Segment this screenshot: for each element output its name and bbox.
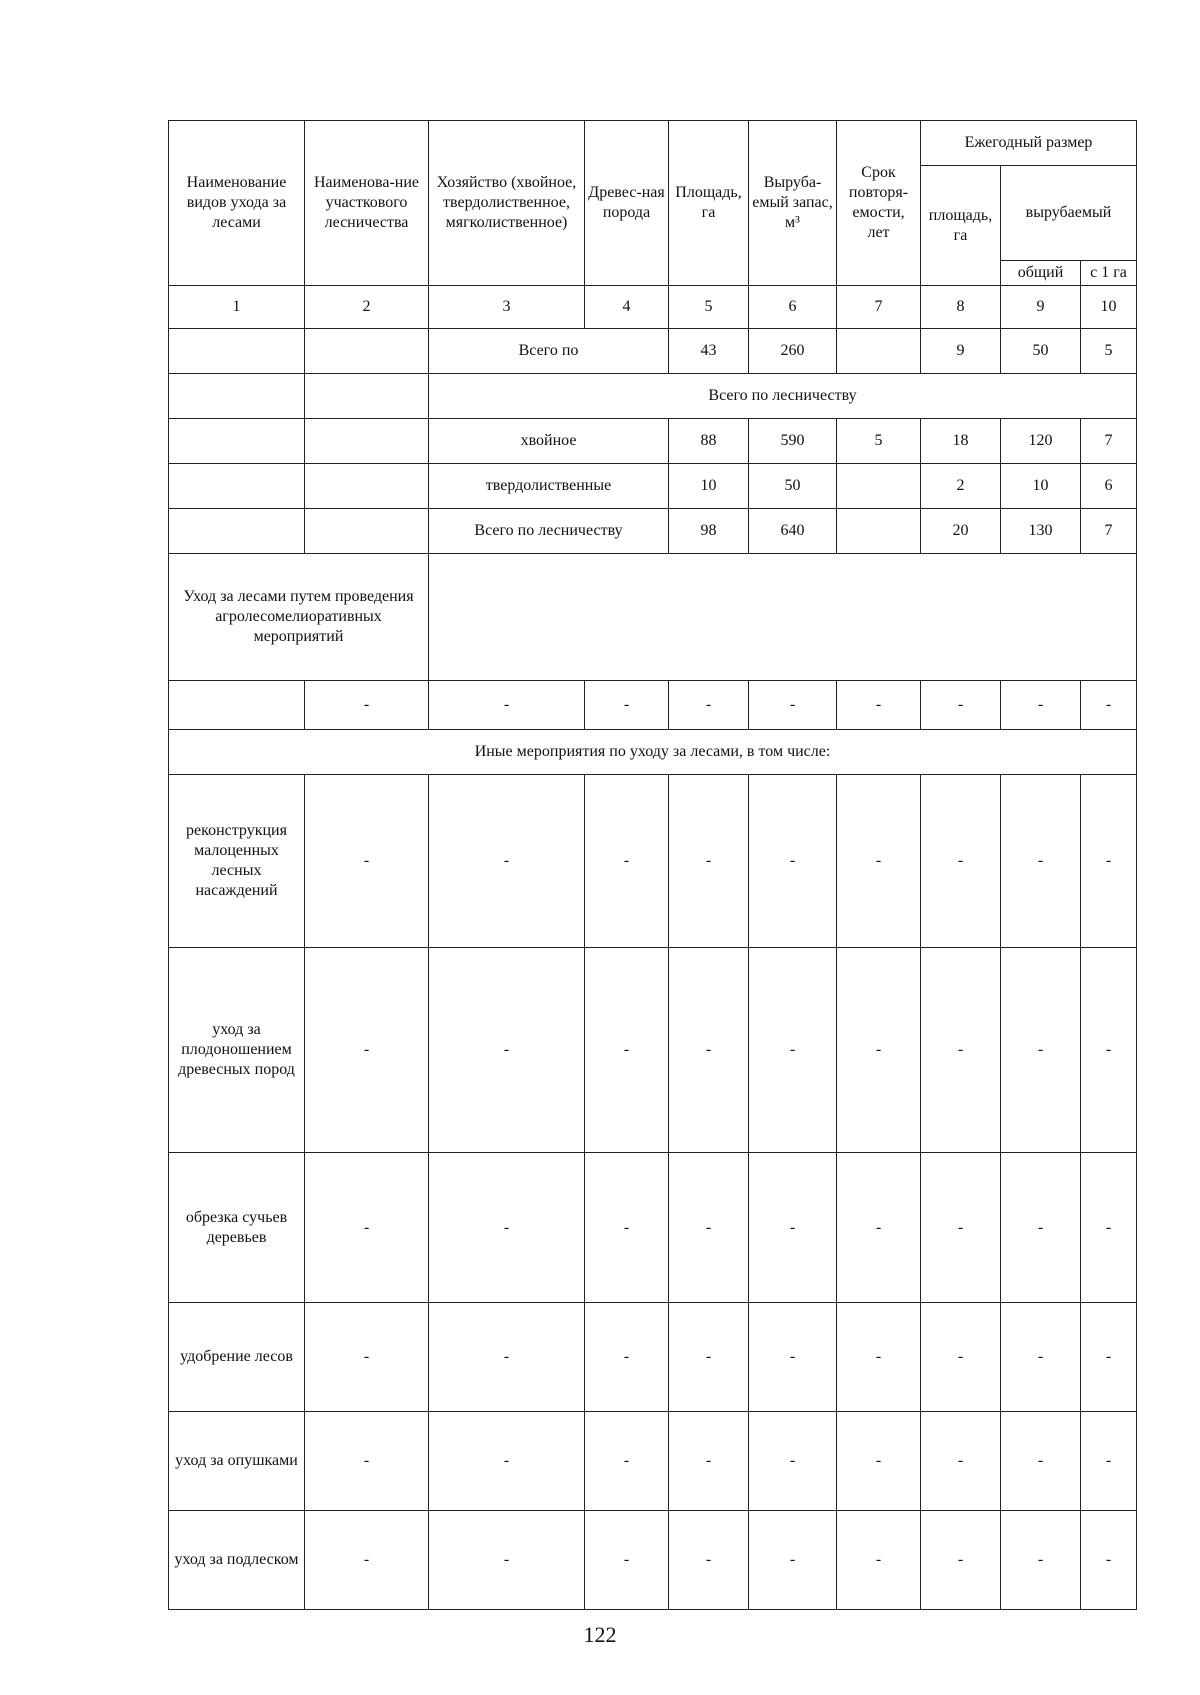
dash-cell: - (1081, 681, 1137, 730)
table-row-activity (169, 948, 1137, 1153)
table-row-forestry-heading (169, 374, 1137, 419)
empty-cell (429, 554, 1137, 681)
dash-cell: - (921, 775, 1001, 948)
activity-label: уход за опушками (169, 1412, 305, 1511)
dash-cell: - (669, 681, 749, 730)
total-cell: 10 (1001, 464, 1081, 509)
col-number: 6 (749, 286, 837, 329)
dash-cell: - (669, 1153, 749, 1303)
table-row-total-partial (169, 329, 1137, 374)
dash-cell: - (749, 1153, 837, 1303)
dash-cell: - (429, 948, 585, 1153)
activity-label: реконструкция малоценных лесных насаждений (169, 775, 305, 948)
dash-cell: - (585, 775, 669, 948)
period-cell: 5 (837, 419, 921, 464)
dash-cell: - (921, 948, 1001, 1153)
table-row-activity (169, 1303, 1137, 1412)
dash-cell: - (429, 1412, 585, 1511)
table-row-activity (169, 1511, 1137, 1610)
dash-cell: - (1001, 681, 1081, 730)
table-row-activity (169, 775, 1137, 948)
dash-cell: - (1081, 1153, 1137, 1303)
dash-cell: - (1001, 1153, 1081, 1303)
activity-label: обрезка сучьев деревьев (169, 1153, 305, 1303)
header-col1: Наименование видов ухода за лесами (169, 121, 305, 286)
dash-cell: - (305, 681, 429, 730)
dash-cell: - (837, 681, 921, 730)
dash-cell: - (669, 1511, 749, 1610)
forestry-heading: Всего по лесничеству (429, 374, 1137, 419)
table-row-activity (169, 1412, 1137, 1511)
stock-cell: 50 (749, 464, 837, 509)
row-label: Всего по лесничеству (429, 509, 669, 554)
dash-cell: - (1001, 948, 1081, 1153)
dash-cell: - (921, 1303, 1001, 1412)
dash-cell: - (429, 1511, 585, 1610)
dash-cell: - (749, 1303, 837, 1412)
header-col9: общий (1001, 261, 1081, 286)
dash-cell: - (305, 948, 429, 1153)
header-col2: Наименова-ние участкового лесничества (305, 121, 429, 286)
dash-cell: - (837, 1303, 921, 1412)
empty-cell (169, 464, 305, 509)
dash-cell: - (1081, 948, 1137, 1153)
dash-cell: - (921, 1511, 1001, 1610)
dash-cell: - (1081, 775, 1137, 948)
col-number: 9 (1001, 286, 1081, 329)
area-cell: 43 (669, 329, 749, 374)
row-label: твердолиственные (429, 464, 669, 509)
dash-cell: - (585, 1303, 669, 1412)
annual-area-cell: 18 (921, 419, 1001, 464)
dash-cell: - (585, 948, 669, 1153)
dash-cell: - (921, 1412, 1001, 1511)
header-cut: вырубаемый (1001, 166, 1137, 261)
dash-cell: - (837, 1511, 921, 1610)
area-cell: 10 (669, 464, 749, 509)
empty-cell (169, 681, 305, 730)
dash-cell: - (429, 1303, 585, 1412)
dash-cell: - (1001, 1511, 1081, 1610)
header-col8: площадь, га (921, 166, 1001, 286)
dash-cell: - (837, 1153, 921, 1303)
header-col6: Выруба-емый запас, м³ (749, 121, 837, 286)
col-number: 8 (921, 286, 1001, 329)
period-cell (837, 329, 921, 374)
header-col3: Хозяйство (хвойное, твердолиственное, мягколиственное) (429, 121, 585, 286)
dash-cell: - (749, 948, 837, 1153)
dash-cell: - (305, 1412, 429, 1511)
dash-cell: - (749, 775, 837, 948)
per-ha-cell: 7 (1081, 419, 1137, 464)
empty-cell (169, 419, 305, 464)
dash-cell: - (305, 1511, 429, 1610)
empty-cell (305, 374, 429, 419)
dash-cell: - (749, 1412, 837, 1511)
other-heading: Иные мероприятия по уходу за лесами, в том числе: (169, 730, 1137, 775)
dash-cell: - (749, 681, 837, 730)
table-row-forestry-total (169, 509, 1137, 554)
dash-cell: - (669, 1412, 749, 1511)
total-cell: 120 (1001, 419, 1081, 464)
dash-cell: - (1001, 1412, 1081, 1511)
activity-label: уход за плодоношением древесных пород (169, 948, 305, 1153)
col-number: 5 (669, 286, 749, 329)
period-cell (837, 464, 921, 509)
annual-area-cell: 9 (921, 329, 1001, 374)
col-number: 7 (837, 286, 921, 329)
dash-cell: - (669, 948, 749, 1153)
page-number: 122 (583, 1622, 617, 1647)
table-row-agro-dashes (169, 681, 1137, 730)
table-row-agro-heading (169, 554, 1137, 681)
dash-cell: - (585, 1153, 669, 1303)
dash-cell: - (1081, 1303, 1137, 1412)
empty-cell (169, 509, 305, 554)
table-row-activity (169, 1153, 1137, 1303)
col-number: 10 (1081, 286, 1137, 329)
col-number: 1 (169, 286, 305, 329)
area-cell: 88 (669, 419, 749, 464)
empty-cell (305, 419, 429, 464)
dash-cell: - (585, 1511, 669, 1610)
header-row-top (169, 121, 1137, 166)
stock-cell: 260 (749, 329, 837, 374)
total-cell: 130 (1001, 509, 1081, 554)
area-cell: 98 (669, 509, 749, 554)
col-number: 4 (585, 286, 669, 329)
header-annual: Ежегодный размер (921, 121, 1137, 166)
table-row-conifer (169, 419, 1137, 464)
dash-cell: - (305, 775, 429, 948)
activity-label: уход за подлеском (169, 1511, 305, 1610)
empty-cell (169, 329, 305, 374)
per-ha-cell: 7 (1081, 509, 1137, 554)
dash-cell: - (1001, 1303, 1081, 1412)
dash-cell: - (429, 775, 585, 948)
agro-label: Уход за лесами путем проведения агролесомелиоративных мероприятий (169, 554, 429, 681)
forest-care-table-sheet (168, 120, 1136, 1610)
dash-cell: - (669, 1303, 749, 1412)
row-label: хвойное (429, 419, 669, 464)
column-number-row (169, 286, 1137, 329)
dash-cell: - (921, 1153, 1001, 1303)
forest-care-table (168, 120, 1137, 1610)
dash-cell: - (837, 775, 921, 948)
per-ha-cell: 6 (1081, 464, 1137, 509)
dash-cell: - (429, 681, 585, 730)
dash-cell: - (585, 681, 669, 730)
dash-cell: - (1001, 775, 1081, 948)
dash-cell: - (305, 1153, 429, 1303)
col-number: 2 (305, 286, 429, 329)
empty-cell (169, 374, 305, 419)
annual-area-cell: 2 (921, 464, 1001, 509)
col-number: 3 (429, 286, 585, 329)
dash-cell: - (921, 681, 1001, 730)
dash-cell: - (837, 948, 921, 1153)
row-label: Всего по (429, 329, 669, 374)
empty-cell (305, 329, 429, 374)
header-col7: Срок повторя-емости, лет (837, 121, 921, 286)
header-col5: Площадь, га (669, 121, 749, 286)
stock-cell: 640 (749, 509, 837, 554)
empty-cell (305, 509, 429, 554)
dash-cell: - (669, 775, 749, 948)
period-cell (837, 509, 921, 554)
dash-cell: - (305, 1303, 429, 1412)
total-cell: 50 (1001, 329, 1081, 374)
activity-label: удобрение лесов (169, 1303, 305, 1412)
annual-area-cell: 20 (921, 509, 1001, 554)
dash-cell: - (1081, 1511, 1137, 1610)
header-col10: с 1 га (1081, 261, 1137, 286)
table-row-other-heading (169, 730, 1137, 775)
per-ha-cell: 5 (1081, 329, 1137, 374)
header-col4: Древес-ная порода (585, 121, 669, 286)
dash-cell: - (749, 1511, 837, 1610)
dash-cell: - (429, 1153, 585, 1303)
table-row-hardwood (169, 464, 1137, 509)
dash-cell: - (1081, 1412, 1137, 1511)
stock-cell: 590 (749, 419, 837, 464)
dash-cell: - (585, 1412, 669, 1511)
dash-cell: - (837, 1412, 921, 1511)
empty-cell (305, 464, 429, 509)
